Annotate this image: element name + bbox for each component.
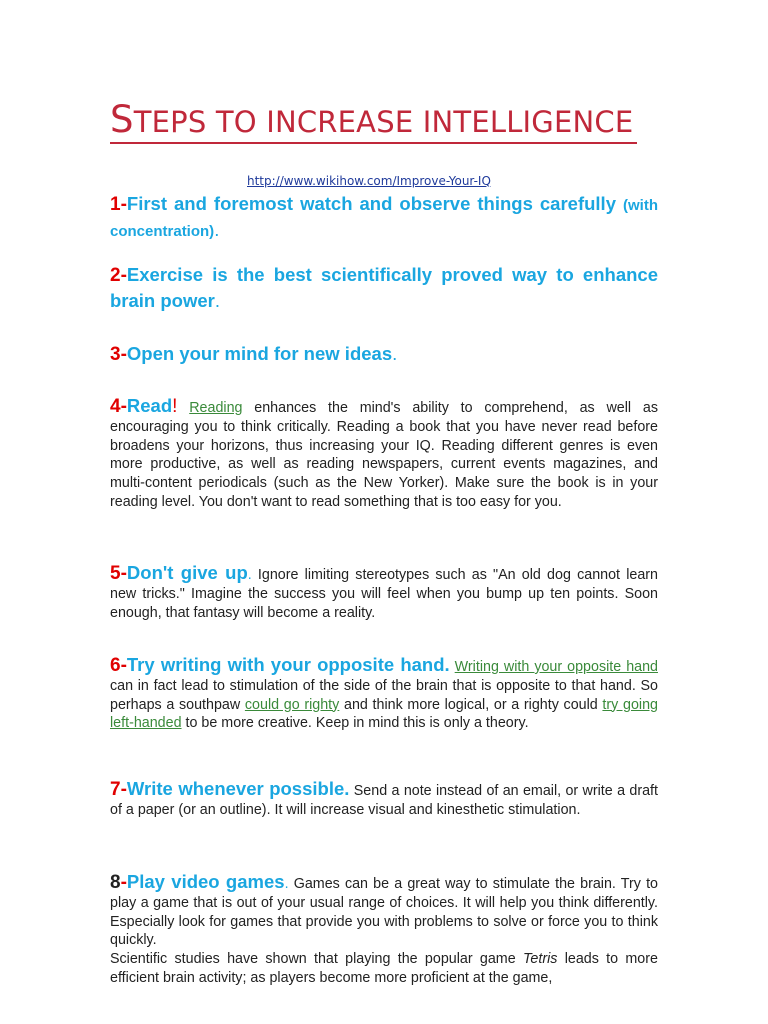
step-body: Games can be a great way to stimulate the brain. Try to play a game that is out of your usual range of choices. It will help you think differently. Especially look for games that provide you with problems to solve or force you to think quickly. [110, 876, 658, 949]
step-body: enhances the mind's ability to comprehend, as well as encouraging you to think critically. Reading a book that you have never read before broadens your horizons, thus increasing your IQ. Reading different genres is even more productive, as well as reading newspapers, current events magazines, and multi-content periodicals (such as the New Yorker). Make sure the book is in your reading level. You don't want to read something that is too easy for you. [110, 400, 658, 510]
title-rest: TEPS TO INCREASE INTELLIGENCE [133, 105, 634, 139]
step-number: 3 [110, 344, 121, 365]
step-5 [110, 564, 658, 622]
title-underline [110, 142, 637, 144]
step-separator: - [120, 344, 127, 365]
step-number: 8 [110, 872, 121, 893]
step-body-part-2: and think more logical, or a righty could [344, 696, 598, 713]
step-period: . [214, 219, 220, 240]
step-separator: - [120, 655, 127, 676]
step-number: 6 [110, 655, 121, 676]
step-number: 2 [110, 265, 121, 286]
step-8 [110, 873, 658, 988]
step-period: . [284, 876, 289, 892]
step-heading: Exercise is the best scientifically proved way to enhance brain power [110, 264, 658, 311]
title-first-letter: S [110, 98, 134, 141]
step-heading: Write whenever possible. [126, 778, 350, 799]
step-heading: Play video games [126, 871, 285, 892]
step-separator: - [120, 396, 127, 417]
step-exclamation: ! [172, 396, 178, 417]
writing-hand-link[interactable]: Writing with your opposite hand [454, 659, 658, 675]
step-separator: - [120, 265, 127, 286]
step-1 [110, 192, 658, 244]
step-6 [110, 656, 658, 733]
step-note: (with concentration) [110, 197, 659, 240]
page-title [110, 100, 640, 142]
reading-link[interactable]: Reading [189, 400, 243, 416]
step-body: Send a note instead of an email, or write a draft of a paper (or an outline). It will increase visual and kinesthetic stimulation. [110, 783, 658, 818]
go-righty-link[interactable]: could go righty [244, 696, 340, 713]
step-period: . [392, 343, 398, 364]
step-2 [110, 262, 658, 313]
step-heading: Read [126, 395, 173, 416]
step-separator: - [120, 872, 127, 893]
step-number: 5 [110, 563, 121, 584]
source-link[interactable]: http://www.wikihow.com/Improve-Your-IQ [247, 174, 491, 188]
step-body: Ignore limiting stereotypes such as "An old dog cannot learn new tricks." Imagine the success you will feel when you bump up ten points. Soon enough, that fantasy will become a reality. [110, 567, 658, 621]
step-heading: Don't give up [126, 562, 248, 583]
step-number: 7 [110, 779, 121, 800]
step-4 [110, 397, 658, 512]
step-heading: Open your mind for new ideas [126, 343, 393, 364]
left-handed-link[interactable]: try going left-handed [110, 696, 658, 732]
step-body-part-1: can in fact lead to stimulation of the side of the brain that is opposite to that hand. So perhaps a southpaw [110, 677, 658, 713]
step-body-continued-end: leads to more efficient brain activity; as players become more proficient at the game, [110, 951, 658, 986]
step-3 [110, 342, 658, 367]
step-period: . [247, 567, 252, 583]
step-period: . [214, 290, 220, 311]
step-separator: - [120, 779, 127, 800]
step-heading: First and foremost watch and observe things carefully [126, 193, 616, 214]
step-heading: Try writing with your opposite hand. [126, 654, 450, 675]
step-separator: - [120, 563, 127, 584]
step-separator: - [120, 194, 127, 215]
step-body-continued: Scientific studies have shown that playing the popular game [110, 951, 516, 968]
step-7 [110, 780, 658, 820]
step-number: 1 [110, 194, 121, 215]
game-title: Tetris [522, 951, 558, 968]
step-body-part-3: to be more creative. Keep in mind this is only a theory. [185, 715, 529, 732]
step-number: 4 [110, 396, 121, 417]
title-block [110, 100, 640, 144]
